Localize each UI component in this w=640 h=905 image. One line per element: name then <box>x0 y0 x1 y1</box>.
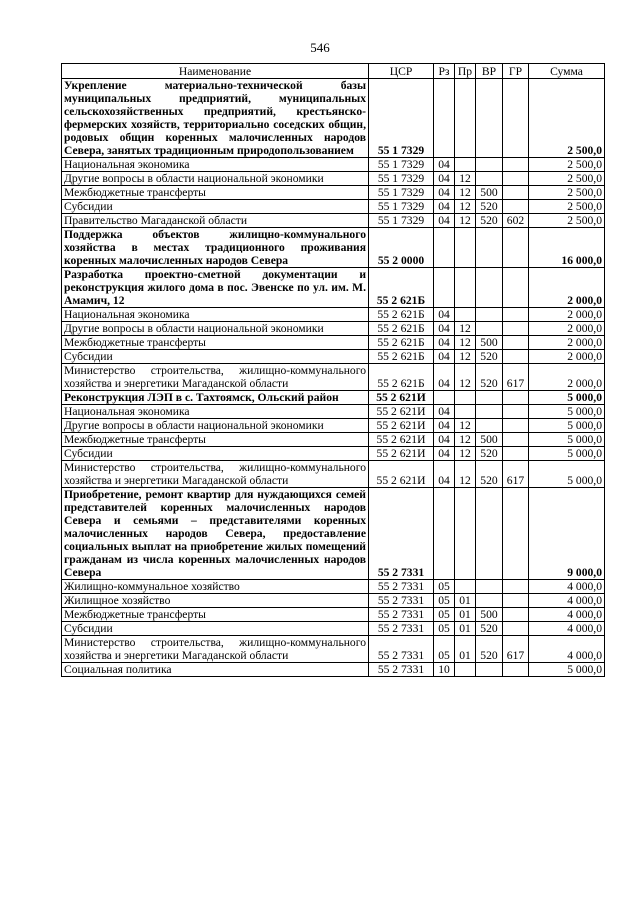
table-row <box>62 391 605 405</box>
table-row <box>62 419 605 433</box>
cell-csr: 55 1 7329 <box>369 214 434 228</box>
cell-csr: 55 2 0000 <box>369 228 434 268</box>
cell-name: Национальная экономика <box>62 158 369 172</box>
cell-sum: 2 500,0 <box>529 186 605 200</box>
cell-gr <box>503 580 529 594</box>
table-row <box>62 308 605 322</box>
header-sum: Сумма <box>529 64 605 79</box>
cell-gr <box>503 79 529 158</box>
cell-csr: 55 1 7329 <box>369 158 434 172</box>
cell-csr: 55 2 621Б <box>369 350 434 364</box>
cell-gr <box>503 594 529 608</box>
table-row <box>62 172 605 186</box>
cell-gr <box>503 488 529 580</box>
cell-rz: 04 <box>434 419 455 433</box>
cell-pr <box>455 663 476 677</box>
cell-vr <box>476 663 503 677</box>
cell-name: Другие вопросы в области национальной экономики <box>62 419 369 433</box>
cell-pr: 12 <box>455 336 476 350</box>
cell-sum: 2 000,0 <box>529 308 605 322</box>
cell-name: Поддержка объектов жилищно-коммунального хозяйства в местах традиционного проживания коренных малочисленных народов Севера <box>62 228 369 268</box>
cell-name: Субсидии <box>62 447 369 461</box>
cell-pr: 12 <box>455 214 476 228</box>
cell-name: Правительство Магаданской области <box>62 214 369 228</box>
cell-rz: 04 <box>434 433 455 447</box>
cell-csr: 55 2 621И <box>369 461 434 488</box>
cell-vr <box>476 158 503 172</box>
cell-gr <box>503 622 529 636</box>
table-row <box>62 268 605 308</box>
cell-vr <box>476 308 503 322</box>
cell-csr: 55 1 7329 <box>369 79 434 158</box>
cell-name: Министерство строительства, жилищно-коммунального хозяйства и энергетики Магаданской области <box>62 364 369 391</box>
table-row <box>62 580 605 594</box>
cell-sum: 16 000,0 <box>529 228 605 268</box>
cell-pr <box>455 158 476 172</box>
cell-sum: 9 000,0 <box>529 488 605 580</box>
table-row <box>62 158 605 172</box>
cell-pr: 12 <box>455 350 476 364</box>
cell-vr: 520 <box>476 622 503 636</box>
cell-sum: 2 500,0 <box>529 200 605 214</box>
cell-sum: 4 000,0 <box>529 636 605 663</box>
cell-name: Межбюджетные трансферты <box>62 433 369 447</box>
cell-rz: 04 <box>434 461 455 488</box>
cell-name: Министерство строительства, жилищно-коммунального хозяйства и энергетики Магаданской области <box>62 461 369 488</box>
cell-gr <box>503 228 529 268</box>
cell-pr: 12 <box>455 447 476 461</box>
cell-csr: 55 2 7331 <box>369 580 434 594</box>
table-row <box>62 79 605 158</box>
cell-pr: 12 <box>455 364 476 391</box>
cell-rz: 05 <box>434 608 455 622</box>
cell-name: Межбюджетные трансферты <box>62 336 369 350</box>
cell-vr: 520 <box>476 350 503 364</box>
cell-pr <box>455 488 476 580</box>
cell-gr <box>503 158 529 172</box>
cell-name: Жилищное хозяйство <box>62 594 369 608</box>
cell-pr: 12 <box>455 461 476 488</box>
cell-pr <box>455 79 476 158</box>
cell-gr <box>503 186 529 200</box>
cell-gr <box>503 308 529 322</box>
cell-rz: 05 <box>434 594 455 608</box>
header-csr: ЦСР <box>369 64 434 79</box>
cell-gr <box>503 200 529 214</box>
cell-sum: 2 000,0 <box>529 350 605 364</box>
table-row <box>62 228 605 268</box>
table-row <box>62 350 605 364</box>
cell-pr: 01 <box>455 594 476 608</box>
cell-rz: 05 <box>434 636 455 663</box>
cell-vr: 500 <box>476 608 503 622</box>
cell-csr: 55 2 621И <box>369 405 434 419</box>
table-row <box>62 405 605 419</box>
table-row <box>62 488 605 580</box>
cell-rz: 04 <box>434 172 455 186</box>
cell-rz: 04 <box>434 322 455 336</box>
cell-vr: 500 <box>476 336 503 350</box>
cell-name: Другие вопросы в области национальной экономики <box>62 172 369 186</box>
table-row <box>62 608 605 622</box>
cell-name: Национальная экономика <box>62 308 369 322</box>
cell-gr: 617 <box>503 461 529 488</box>
cell-pr: 01 <box>455 636 476 663</box>
cell-vr <box>476 268 503 308</box>
cell-vr: 520 <box>476 364 503 391</box>
cell-pr <box>455 268 476 308</box>
cell-csr: 55 1 7329 <box>369 186 434 200</box>
cell-csr: 55 1 7329 <box>369 200 434 214</box>
cell-vr <box>476 419 503 433</box>
header-vr: ВР <box>476 64 503 79</box>
cell-vr <box>476 79 503 158</box>
table-row <box>62 214 605 228</box>
cell-name: Жилищно-коммунальное хозяйство <box>62 580 369 594</box>
cell-csr: 55 2 7331 <box>369 594 434 608</box>
cell-rz: 05 <box>434 622 455 636</box>
table-body <box>62 79 605 677</box>
cell-gr <box>503 608 529 622</box>
cell-pr <box>455 391 476 405</box>
cell-csr: 55 2 7331 <box>369 636 434 663</box>
cell-vr: 520 <box>476 461 503 488</box>
cell-rz: 04 <box>434 447 455 461</box>
cell-name: Реконструкция ЛЭП в с. Тахтоямск, Ольский район <box>62 391 369 405</box>
cell-rz <box>434 228 455 268</box>
table-row <box>62 433 605 447</box>
table-row <box>62 336 605 350</box>
cell-gr <box>503 405 529 419</box>
cell-pr: 12 <box>455 419 476 433</box>
cell-name: Национальная экономика <box>62 405 369 419</box>
cell-name: Другие вопросы в области национальной экономики <box>62 322 369 336</box>
cell-vr <box>476 488 503 580</box>
cell-sum: 2 500,0 <box>529 158 605 172</box>
table-header-row <box>62 64 605 79</box>
cell-pr: 12 <box>455 322 476 336</box>
cell-pr: 12 <box>455 200 476 214</box>
cell-vr <box>476 405 503 419</box>
cell-gr <box>503 350 529 364</box>
cell-sum: 5 000,0 <box>529 405 605 419</box>
cell-csr: 55 2 621Б <box>369 364 434 391</box>
cell-sum: 5 000,0 <box>529 461 605 488</box>
cell-csr: 55 2 621Б <box>369 336 434 350</box>
cell-pr: 01 <box>455 622 476 636</box>
cell-gr: 602 <box>503 214 529 228</box>
budget-table <box>61 63 605 677</box>
cell-sum: 5 000,0 <box>529 419 605 433</box>
cell-vr <box>476 322 503 336</box>
cell-csr: 55 2 7331 <box>369 608 434 622</box>
cell-pr <box>455 228 476 268</box>
table-row <box>62 186 605 200</box>
cell-vr <box>476 172 503 186</box>
cell-sum: 4 000,0 <box>529 580 605 594</box>
cell-sum: 2 000,0 <box>529 322 605 336</box>
table-row <box>62 461 605 488</box>
cell-name: Межбюджетные трансферты <box>62 608 369 622</box>
cell-csr: 55 2 621Б <box>369 308 434 322</box>
cell-pr <box>455 580 476 594</box>
cell-rz <box>434 391 455 405</box>
header-name: Наименование <box>62 64 369 79</box>
cell-sum: 5 000,0 <box>529 447 605 461</box>
cell-sum: 2 500,0 <box>529 214 605 228</box>
cell-pr <box>455 308 476 322</box>
header-rz: Рз <box>434 64 455 79</box>
cell-name: Приобретение, ремонт квартир для нуждающихся семей представителей коренных малочисленных народов Севера и семьями – представителями коренных малочисленных народов Севера, предоставление социальных выплат на приобретение жилых помещений гражданам из числа коренных малочисленных народов Севера <box>62 488 369 580</box>
cell-rz <box>434 268 455 308</box>
cell-gr <box>503 447 529 461</box>
cell-sum: 2 500,0 <box>529 172 605 186</box>
table-row <box>62 447 605 461</box>
cell-sum: 4 000,0 <box>529 594 605 608</box>
cell-rz: 04 <box>434 158 455 172</box>
table-row <box>62 200 605 214</box>
cell-csr: 55 2 7331 <box>369 622 434 636</box>
cell-vr: 500 <box>476 186 503 200</box>
cell-rz: 04 <box>434 405 455 419</box>
cell-gr <box>503 419 529 433</box>
cell-sum: 5 000,0 <box>529 391 605 405</box>
cell-gr <box>503 268 529 308</box>
cell-rz: 04 <box>434 364 455 391</box>
cell-pr: 12 <box>455 186 476 200</box>
cell-rz: 05 <box>434 580 455 594</box>
cell-vr: 500 <box>476 433 503 447</box>
cell-vr <box>476 228 503 268</box>
cell-pr: 12 <box>455 433 476 447</box>
table-row <box>62 663 605 677</box>
header-pr: Пр <box>455 64 476 79</box>
cell-csr: 55 2 621И <box>369 419 434 433</box>
cell-name: Субсидии <box>62 200 369 214</box>
table-row <box>62 322 605 336</box>
cell-sum: 4 000,0 <box>529 608 605 622</box>
cell-sum: 2 500,0 <box>529 79 605 158</box>
cell-name: Субсидии <box>62 622 369 636</box>
cell-gr <box>503 172 529 186</box>
cell-sum: 5 000,0 <box>529 433 605 447</box>
cell-rz <box>434 488 455 580</box>
cell-vr <box>476 580 503 594</box>
cell-vr: 520 <box>476 447 503 461</box>
cell-rz: 04 <box>434 214 455 228</box>
table-row <box>62 594 605 608</box>
cell-csr: 55 1 7329 <box>369 172 434 186</box>
cell-name: Разработка проектно-сметной документации и реконструкция жилого дома в пос. Эвенске по ул. им. М. Амамич, 12 <box>62 268 369 308</box>
cell-sum: 4 000,0 <box>529 622 605 636</box>
cell-pr: 12 <box>455 172 476 186</box>
cell-rz: 04 <box>434 336 455 350</box>
cell-gr <box>503 663 529 677</box>
cell-csr: 55 2 621Б <box>369 322 434 336</box>
cell-name: Министерство строительства, жилищно-коммунального хозяйства и энергетики Магаданской области <box>62 636 369 663</box>
cell-rz <box>434 79 455 158</box>
cell-name: Субсидии <box>62 350 369 364</box>
cell-vr: 520 <box>476 214 503 228</box>
cell-rz: 04 <box>434 186 455 200</box>
cell-csr: 55 2 621И <box>369 391 434 405</box>
cell-gr <box>503 391 529 405</box>
cell-sum: 2 000,0 <box>529 364 605 391</box>
cell-name: Межбюджетные трансферты <box>62 186 369 200</box>
table-row <box>62 364 605 391</box>
cell-sum: 2 000,0 <box>529 268 605 308</box>
cell-csr: 55 2 621И <box>369 447 434 461</box>
page-number: 546 <box>310 40 330 55</box>
cell-csr: 55 2 621И <box>369 433 434 447</box>
table-row <box>62 636 605 663</box>
cell-csr: 55 2 7331 <box>369 663 434 677</box>
cell-vr <box>476 594 503 608</box>
cell-csr: 55 2 7331 <box>369 488 434 580</box>
cell-vr: 520 <box>476 200 503 214</box>
cell-gr <box>503 433 529 447</box>
cell-name: Укрепление материально-технической базы муниципальных предприятий, муниципальных сельскохозяйственных предприятий, крестьянско-фермерских хозяйств, территориально соседских общин, родовых общин коренных малочисленных народов Севера, занятых традиционным природопользованием <box>62 79 369 158</box>
cell-rz: 04 <box>434 308 455 322</box>
cell-name: Социальная политика <box>62 663 369 677</box>
header-gr: ГР <box>503 64 529 79</box>
cell-sum: 2 000,0 <box>529 336 605 350</box>
cell-gr <box>503 322 529 336</box>
cell-rz: 04 <box>434 350 455 364</box>
cell-vr <box>476 391 503 405</box>
table-row <box>62 622 605 636</box>
cell-rz: 04 <box>434 200 455 214</box>
cell-rz: 10 <box>434 663 455 677</box>
cell-csr: 55 2 621Б <box>369 268 434 308</box>
cell-gr <box>503 336 529 350</box>
cell-sum: 5 000,0 <box>529 663 605 677</box>
cell-vr: 520 <box>476 636 503 663</box>
cell-gr: 617 <box>503 636 529 663</box>
cell-pr <box>455 405 476 419</box>
cell-gr: 617 <box>503 364 529 391</box>
cell-pr: 01 <box>455 608 476 622</box>
